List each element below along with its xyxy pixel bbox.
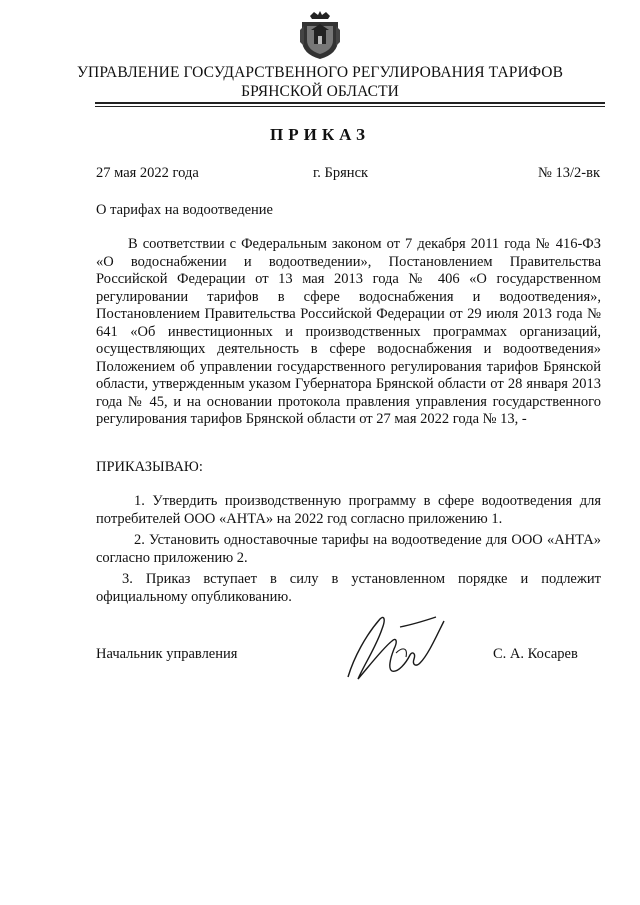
order-city: г. Брянск — [313, 165, 369, 181]
order-item-2: 2. Установить одноставочные тарифы на водоотведение для ООО «АНТА» согласно приложению 2. — [96, 532, 601, 566]
signatory-name: С. А. Косарев — [493, 646, 578, 662]
order-directive: ПРИКАЗЫВАЮ: — [96, 459, 203, 475]
order-subject: О тарифах на водоотведение — [96, 202, 273, 218]
handwritten-signature — [340, 607, 450, 687]
preamble-paragraph: В соответствии с Федеральным законом от 7 декабря 2011 года № 416-ФЗ «О водоснабжении и водоотведении», Постановлением Правительства Российской Федерации от 13 мая 2013 года № 406 «О государственном регулировании тарифов в сфере водоснабжения и водоотведения», Постановлением Правительства Российской Федерации от 29 июля 2013 года № 641 «Об инвестиционных и производственных программах организаций, осуществляющих деятельность в сфере водоснабжения и водоотведения» Положением об управлении государственного регулирования тарифов Брянской области, утвержденным указом Губернатора Брянской области от 28 января 2013 года № 45, и на основании протокола правления управления государственного регулирования тарифов Брянской области от 27 мая 2022 года № 13, - — [96, 236, 601, 427]
organization-name-line-2: БРЯНСКОЙ ОБЛАСТИ — [241, 83, 399, 100]
organization-name-line-1: УПРАВЛЕНИЕ ГОСУДАРСТВЕННОГО РЕГУЛИРОВАНИЯ ТАРИФОВ — [76, 64, 564, 81]
order-item-3: 3. Приказ вступает в силу в установленном порядке и подлежит официальному опубликованию. — [96, 571, 601, 605]
order-items-list — [96, 493, 601, 610]
header-divider-thin — [95, 106, 605, 107]
signatory-position: Начальник управления — [96, 646, 238, 662]
coat-of-arms-icon — [298, 10, 342, 60]
document-title: ПРИКАЗ — [270, 125, 370, 144]
header-divider — [95, 102, 605, 104]
order-item-1: 1. Утвердить производственную программу в сфере водоотведения для потребителей ООО «АНТА» на 2022 год согласно приложению 1. — [96, 493, 601, 527]
order-number: № 13/2-вк — [538, 165, 600, 181]
order-date: 27 мая 2022 года — [96, 165, 199, 181]
